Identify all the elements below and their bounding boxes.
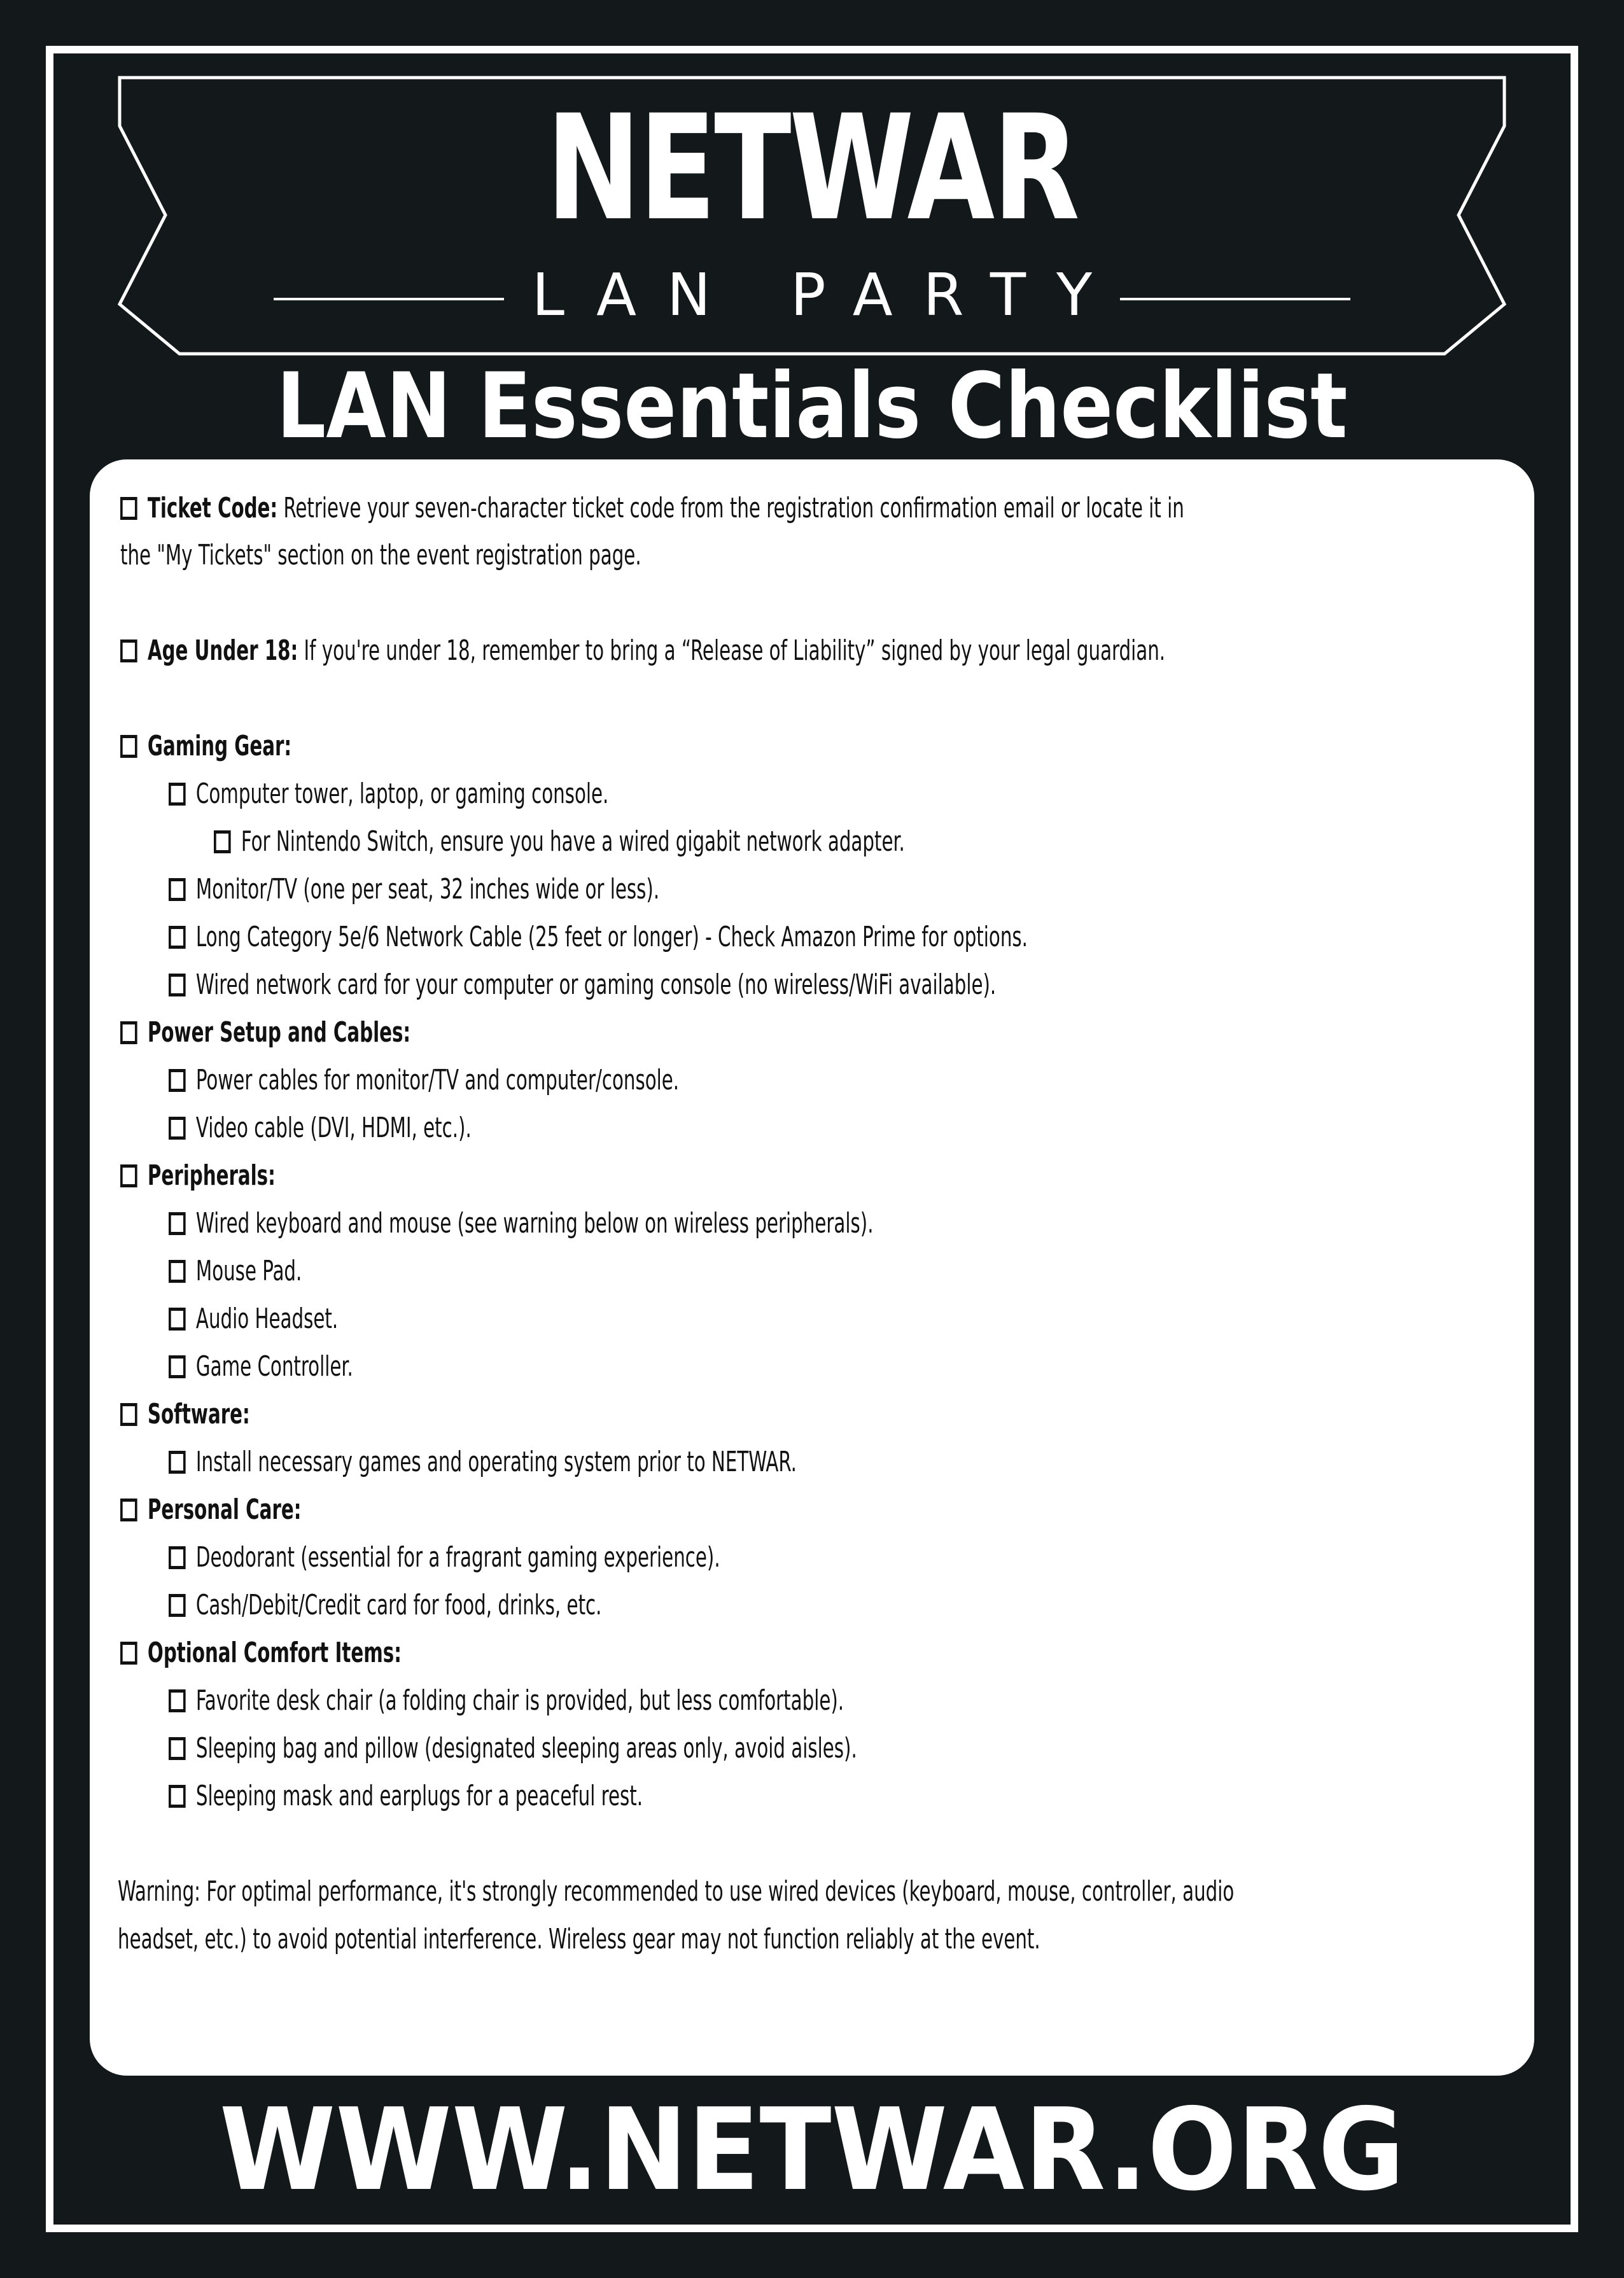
comfort-row xyxy=(120,1630,402,1677)
gaming-item-text: Computer tower, laptop, or gaming console. xyxy=(195,778,609,810)
comfort-item xyxy=(169,1725,857,1772)
checkbox[interactable] xyxy=(169,878,186,901)
power-item-text: Video cable (DVI, HDMI, etc.). xyxy=(195,1112,472,1144)
comfort-item-text: Sleeping mask and earplugs for a peaceful rest. xyxy=(195,1780,643,1812)
checklist-card xyxy=(90,459,1534,2076)
checkbox[interactable] xyxy=(169,974,186,996)
ticket-text: Retrieve your seven-character ticket code from the registration confirmation email or locate it in xyxy=(277,492,1184,524)
software-row xyxy=(120,1391,250,1438)
gaming-item xyxy=(169,961,996,1009)
power-item xyxy=(169,1105,472,1152)
peripherals-item-text: Wired keyboard and mouse (see warning below on wireless peripherals). xyxy=(195,1207,874,1240)
ticket-row xyxy=(120,485,1184,532)
gaming-item-text: Monitor/TV (one per seat, 32 inches wide or less). xyxy=(195,873,660,905)
checkbox[interactable] xyxy=(169,1260,186,1283)
checkbox[interactable] xyxy=(169,783,186,806)
footer-url[interactable]: WWW.NETWAR.ORG xyxy=(219,2084,1405,2216)
personal-item xyxy=(169,1534,720,1581)
checkbox[interactable] xyxy=(120,1499,137,1521)
gaming-subitem-text: For Nintendo Switch, ensure you have a wired gigabit network adapter. xyxy=(241,825,905,858)
gaming-subitem xyxy=(214,818,905,865)
brand-title: NETWAR xyxy=(546,83,1078,253)
gaming-item xyxy=(169,914,1028,961)
peripherals-item xyxy=(169,1248,302,1295)
gaming-item xyxy=(169,771,608,818)
ticket-text-2: the "My Tickets" section on the event registration page. xyxy=(120,539,641,571)
age-label: Age Under 18: xyxy=(147,634,298,667)
checkbox[interactable] xyxy=(169,1069,186,1092)
age-row xyxy=(120,627,1165,674)
gaming-item xyxy=(169,866,659,913)
peripherals-item xyxy=(169,1200,874,1247)
checkbox[interactable] xyxy=(169,1737,186,1760)
checkbox[interactable] xyxy=(169,1212,186,1235)
gaming-item-text: Long Category 5e/6 Network Cable (25 feet or longer) - Check Amazon Prime for options. xyxy=(195,921,1028,953)
power-label: Power Setup and Cables: xyxy=(147,1016,411,1049)
age-text: If you're under 18, remember to bring a “Release of Liability” signed by your legal guardian. xyxy=(298,634,1166,667)
warning-line-2: headset, etc.) to avoid potential interference. Wireless gear may not function reliably at the event. xyxy=(118,1923,1040,1955)
warning-line-1: Warning: For optimal performance, it's strongly recommended to use wired devices (keyboard, mouse, controller, audio xyxy=(118,1875,1235,1908)
software-label: Software: xyxy=(147,1398,250,1430)
power-item xyxy=(169,1057,679,1104)
comfort-item xyxy=(169,1773,643,1820)
checkbox[interactable] xyxy=(169,1785,186,1808)
checkbox[interactable] xyxy=(120,735,137,758)
checkbox[interactable] xyxy=(169,1308,186,1331)
gaming-label: Gaming Gear: xyxy=(147,730,292,762)
personal-row xyxy=(120,1486,301,1534)
peripherals-label: Peripherals: xyxy=(147,1159,276,1192)
comfort-item xyxy=(169,1677,844,1724)
personal-item-text: Cash/Debit/Credit card for food, drinks, etc. xyxy=(195,1589,602,1621)
checkbox[interactable] xyxy=(169,1451,186,1474)
peripherals-item-text: Game Controller. xyxy=(195,1350,353,1383)
checkbox[interactable] xyxy=(120,1164,137,1187)
checkbox[interactable] xyxy=(169,926,186,949)
checkbox[interactable] xyxy=(169,1594,186,1617)
comfort-item-text: Sleeping bag and pillow (designated sleeping areas only, avoid aisles). xyxy=(195,1732,857,1764)
power-item-text: Power cables for monitor/TV and computer/console. xyxy=(195,1064,680,1096)
gaming-item-text: Wired network card for your computer or gaming console (no wireless/WiFi available). xyxy=(195,968,997,1001)
page-title: LAN Essentials Checklist xyxy=(276,354,1348,459)
checkbox[interactable] xyxy=(169,1689,186,1712)
brand-subtitle: LAN PARTY xyxy=(531,261,1123,329)
checkbox[interactable] xyxy=(214,830,231,853)
checkbox[interactable] xyxy=(120,1021,137,1044)
comfort-item-text: Favorite desk chair (a folding chair is provided, but less comfortable). xyxy=(195,1684,844,1717)
personal-item xyxy=(169,1582,601,1629)
checkbox[interactable] xyxy=(120,497,137,520)
checkbox[interactable] xyxy=(120,1642,137,1665)
peripherals-item-text: Mouse Pad. xyxy=(195,1255,302,1287)
software-item-text: Install necessary games and operating system prior to NETWAR. xyxy=(195,1446,797,1478)
peripherals-item-text: Audio Headset. xyxy=(195,1303,339,1335)
checkbox[interactable] xyxy=(120,639,137,662)
checkbox[interactable] xyxy=(169,1546,186,1569)
peripherals-item xyxy=(169,1296,338,1343)
gaming-row xyxy=(120,723,291,770)
peripherals-item xyxy=(169,1343,353,1390)
power-row xyxy=(120,1009,410,1056)
checkbox[interactable] xyxy=(120,1403,137,1426)
personal-label: Personal Care: xyxy=(147,1493,302,1526)
ticket-label: Ticket Code: xyxy=(147,492,278,524)
checkbox[interactable] xyxy=(169,1355,186,1378)
checkbox[interactable] xyxy=(169,1117,186,1140)
peripherals-row xyxy=(120,1152,276,1199)
personal-item-text: Deodorant (essential for a fragrant gaming experience). xyxy=(195,1541,720,1574)
software-item xyxy=(169,1439,797,1486)
ticket-row-continued xyxy=(120,532,641,579)
comfort-label: Optional Comfort Items: xyxy=(147,1637,402,1669)
